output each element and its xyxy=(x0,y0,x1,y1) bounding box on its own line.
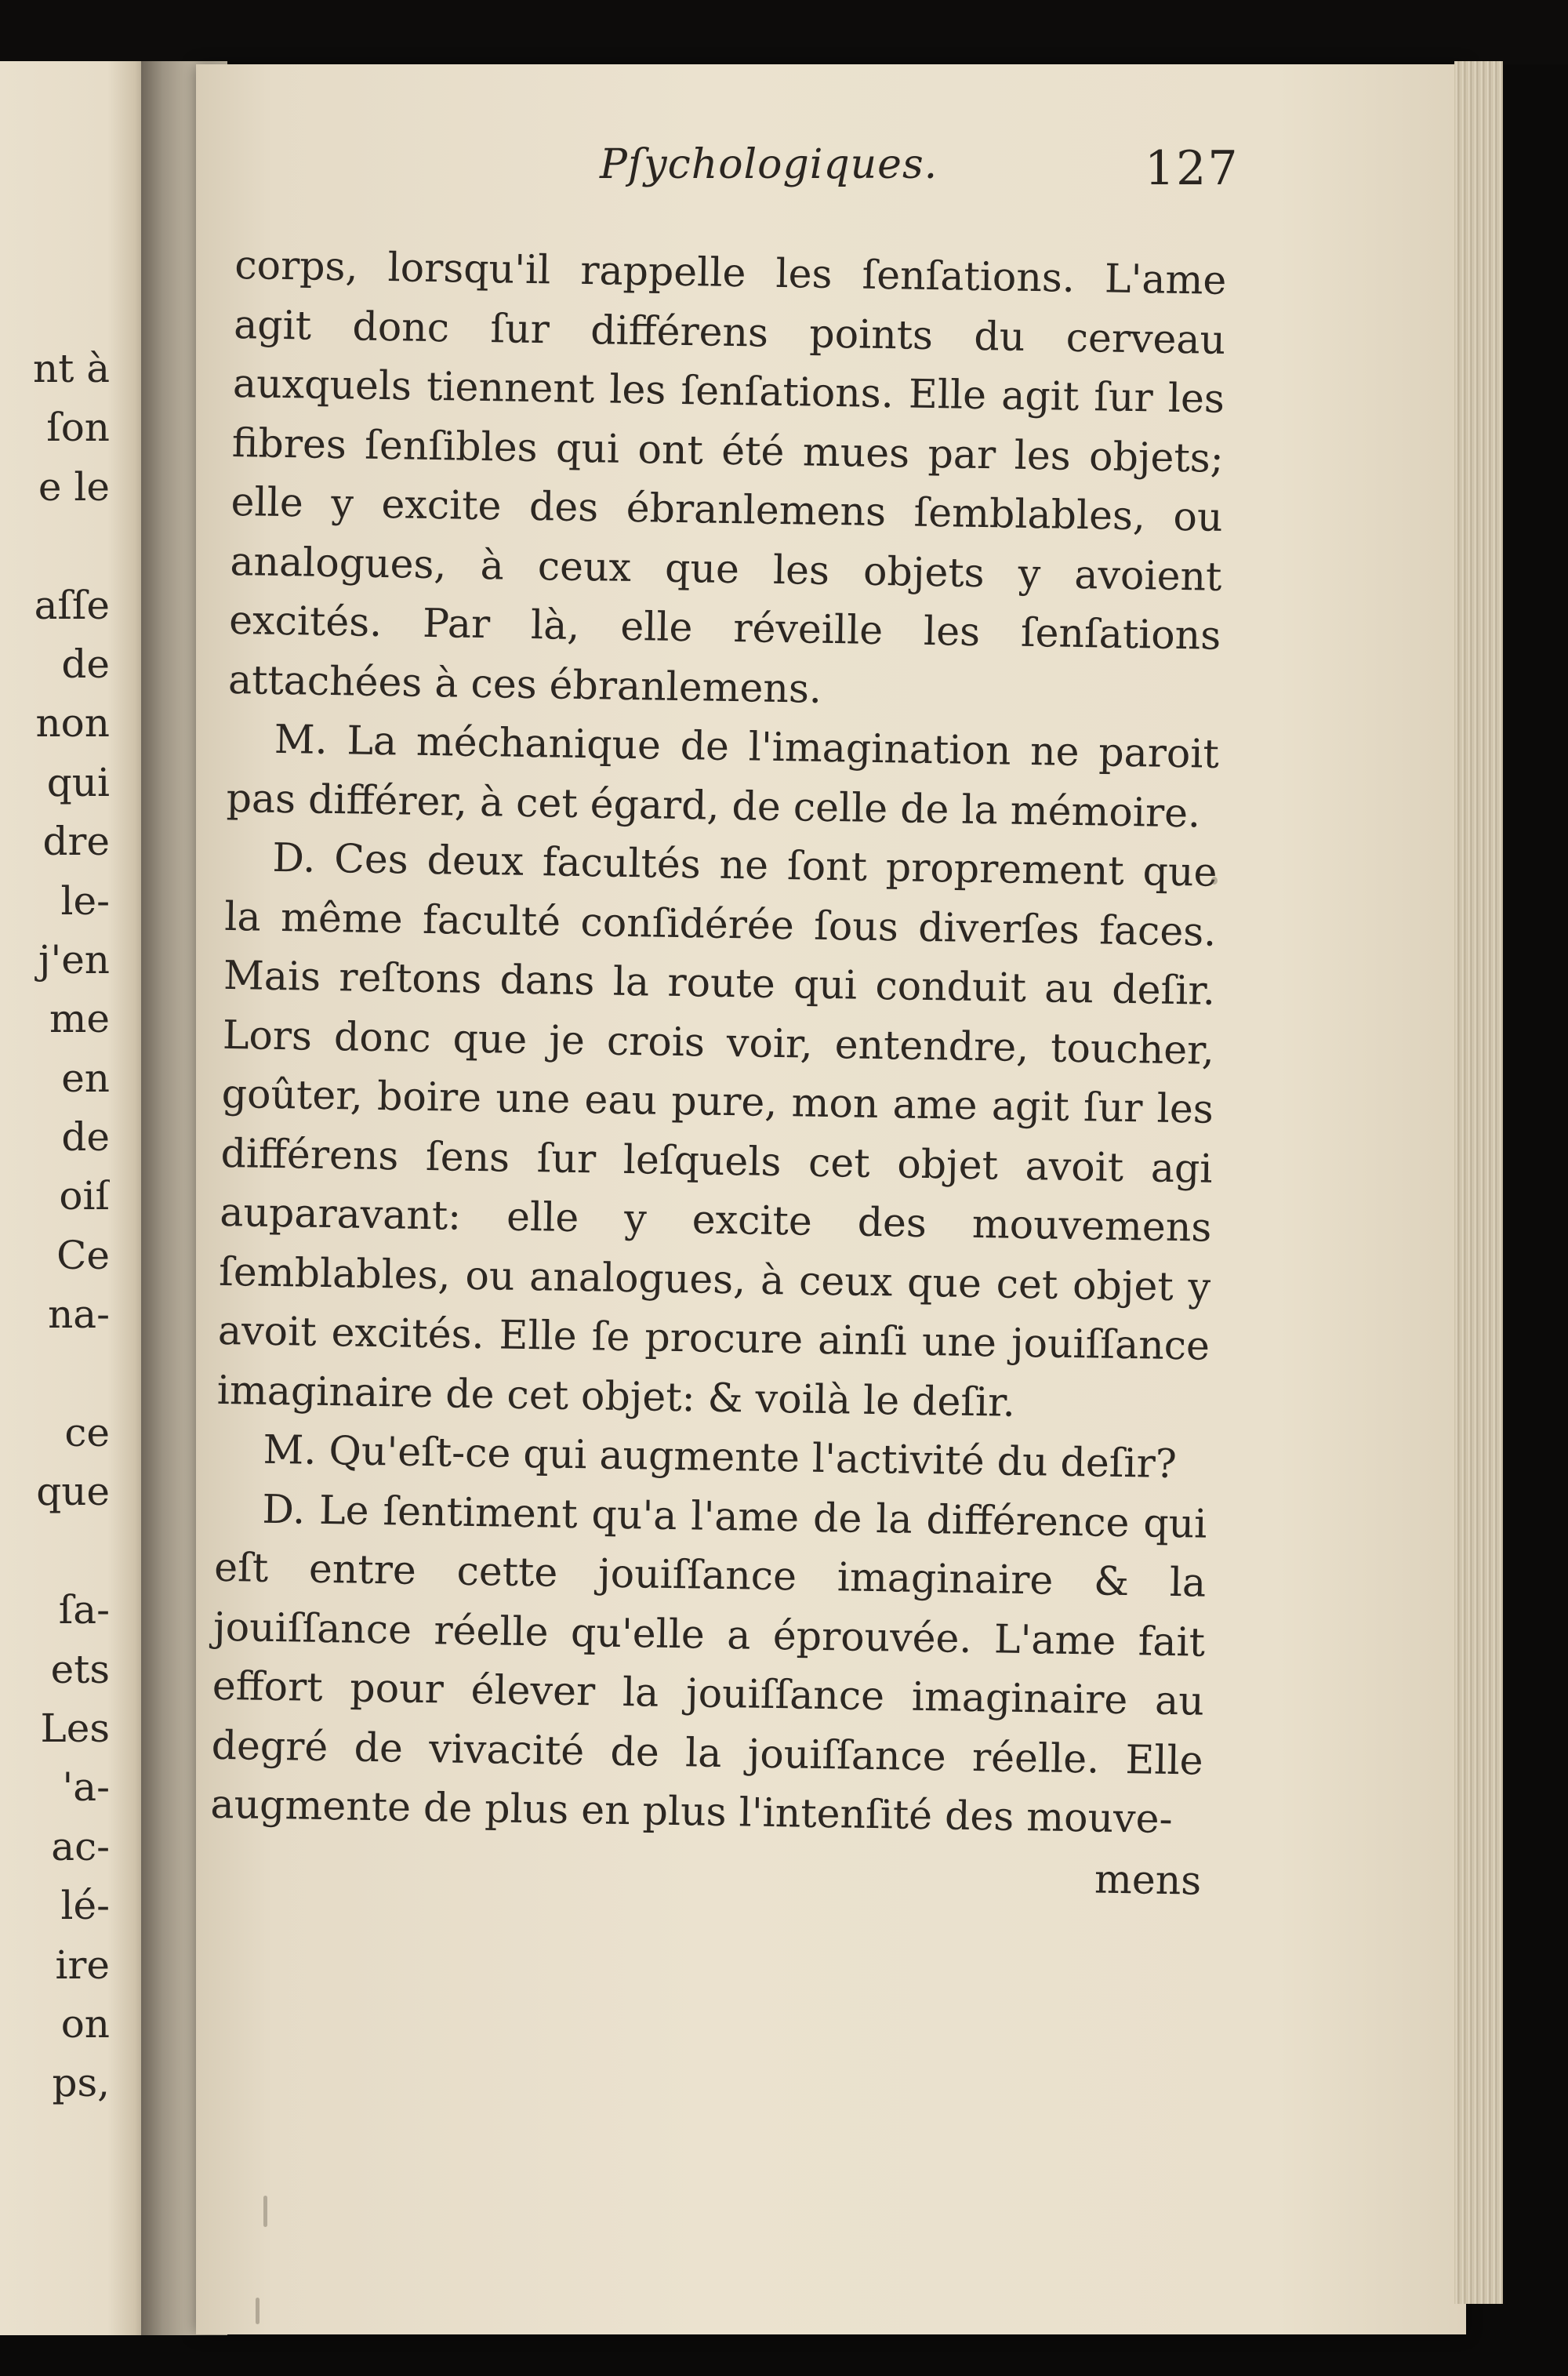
left-line: que xyxy=(36,1469,110,1515)
left-line: lé- xyxy=(60,1883,110,1929)
catchword: mens xyxy=(1094,1855,1202,1904)
left-line xyxy=(0,1522,110,1581)
left-line: ire xyxy=(55,1942,110,1988)
left-line: ſa- xyxy=(58,1587,110,1633)
body-text xyxy=(209,235,1227,1910)
left-line xyxy=(0,1345,110,1404)
left-line: en xyxy=(61,1055,110,1101)
running-title: Pſychologiques. xyxy=(600,141,938,188)
left-line: Les xyxy=(40,1705,110,1751)
left-line: nt à xyxy=(33,346,110,391)
left-line: non xyxy=(35,700,110,747)
left-line: aſſe xyxy=(34,582,110,628)
paragraph: M. La méchanique de l'imagination ne paroit pas différer, à cet égard, de celle de la mémoire. xyxy=(226,715,1220,836)
left-line: de xyxy=(61,641,110,687)
left-line: ce xyxy=(64,1410,110,1456)
page-edges xyxy=(1454,61,1503,2304)
paragraph: corps, lorsqu'il rappelle les ſenſations. L'ame agit donc ſur différens points du cerveau auxquels tiennent les ſenſations. Elle agit ſur les fibres ſenſibles qui ont été mues par les objets; elle y excite des ébranlemens ſemblables, ou analogues, à ceux que les objets y avoient excités. Par là, elle réveille les ſenſations attachées à ces ébranlemens. xyxy=(227,241,1227,712)
left-line: on xyxy=(60,2000,110,2047)
left-line: e le xyxy=(38,463,110,510)
paragraph: D. Ces deux facultés ne ſont proprement que la même faculté conſidérée ſous diverſes faces. Mais reſtons dans la route qui conduit au deſir. Lors donc que je crois voir, entendre, toucher, goûter, boire une eau pure, mon ame agit ſur les différens ſens ſur leſquels cet objet avoit agi auparavant: elle y excite des mouvemens ſemblables, ou analogues, à ceux que cet objet y avoit excités. Elle ſe procure ainſi une jouiſſance imaginaire de cet objet: & voilà le deſir. xyxy=(216,834,1218,1426)
paper-speck xyxy=(1211,877,1218,885)
left-line xyxy=(0,517,110,576)
running-head xyxy=(196,141,1466,204)
left-line: j'en xyxy=(38,936,110,983)
left-line: de xyxy=(61,1114,110,1161)
left-line: Ce xyxy=(56,1232,110,1278)
left-page-text-fragments xyxy=(0,340,110,2113)
paper-speck xyxy=(263,2196,267,2227)
left-line: ps, xyxy=(52,2060,110,2106)
left-line: 'a- xyxy=(62,1764,110,1811)
dark-background xyxy=(0,0,1568,64)
left-line: le- xyxy=(60,877,110,924)
page-number: 127 xyxy=(1145,141,1240,196)
left-line: oiſ xyxy=(59,1173,110,1219)
left-line: qui xyxy=(46,759,110,805)
left-line: ſon xyxy=(46,405,110,451)
paper-speck xyxy=(256,2298,260,2324)
paragraph: D. Le ſentiment qu'a l'ame de la différence qui eſt entre cette jouiſſance imaginaire & la jouiſſance réelle qu'elle a éprouvée. L'ame fait effort pour élever la jouiſſance imaginaire au degré de vivacité de la jouiſſance réelle. Elle augmente de plus en plus l'intenſité des mouve- xyxy=(210,1485,1207,1843)
left-line: dre xyxy=(42,819,110,865)
left-line: me xyxy=(49,996,110,1042)
left-page xyxy=(0,61,154,2335)
left-line: ets xyxy=(50,1646,110,1692)
left-line: na- xyxy=(48,1292,110,1338)
left-line: ac- xyxy=(51,1823,110,1869)
paragraph: M. Qu'eſt-ce qui augmente l'activité du deſir? xyxy=(263,1426,1178,1488)
